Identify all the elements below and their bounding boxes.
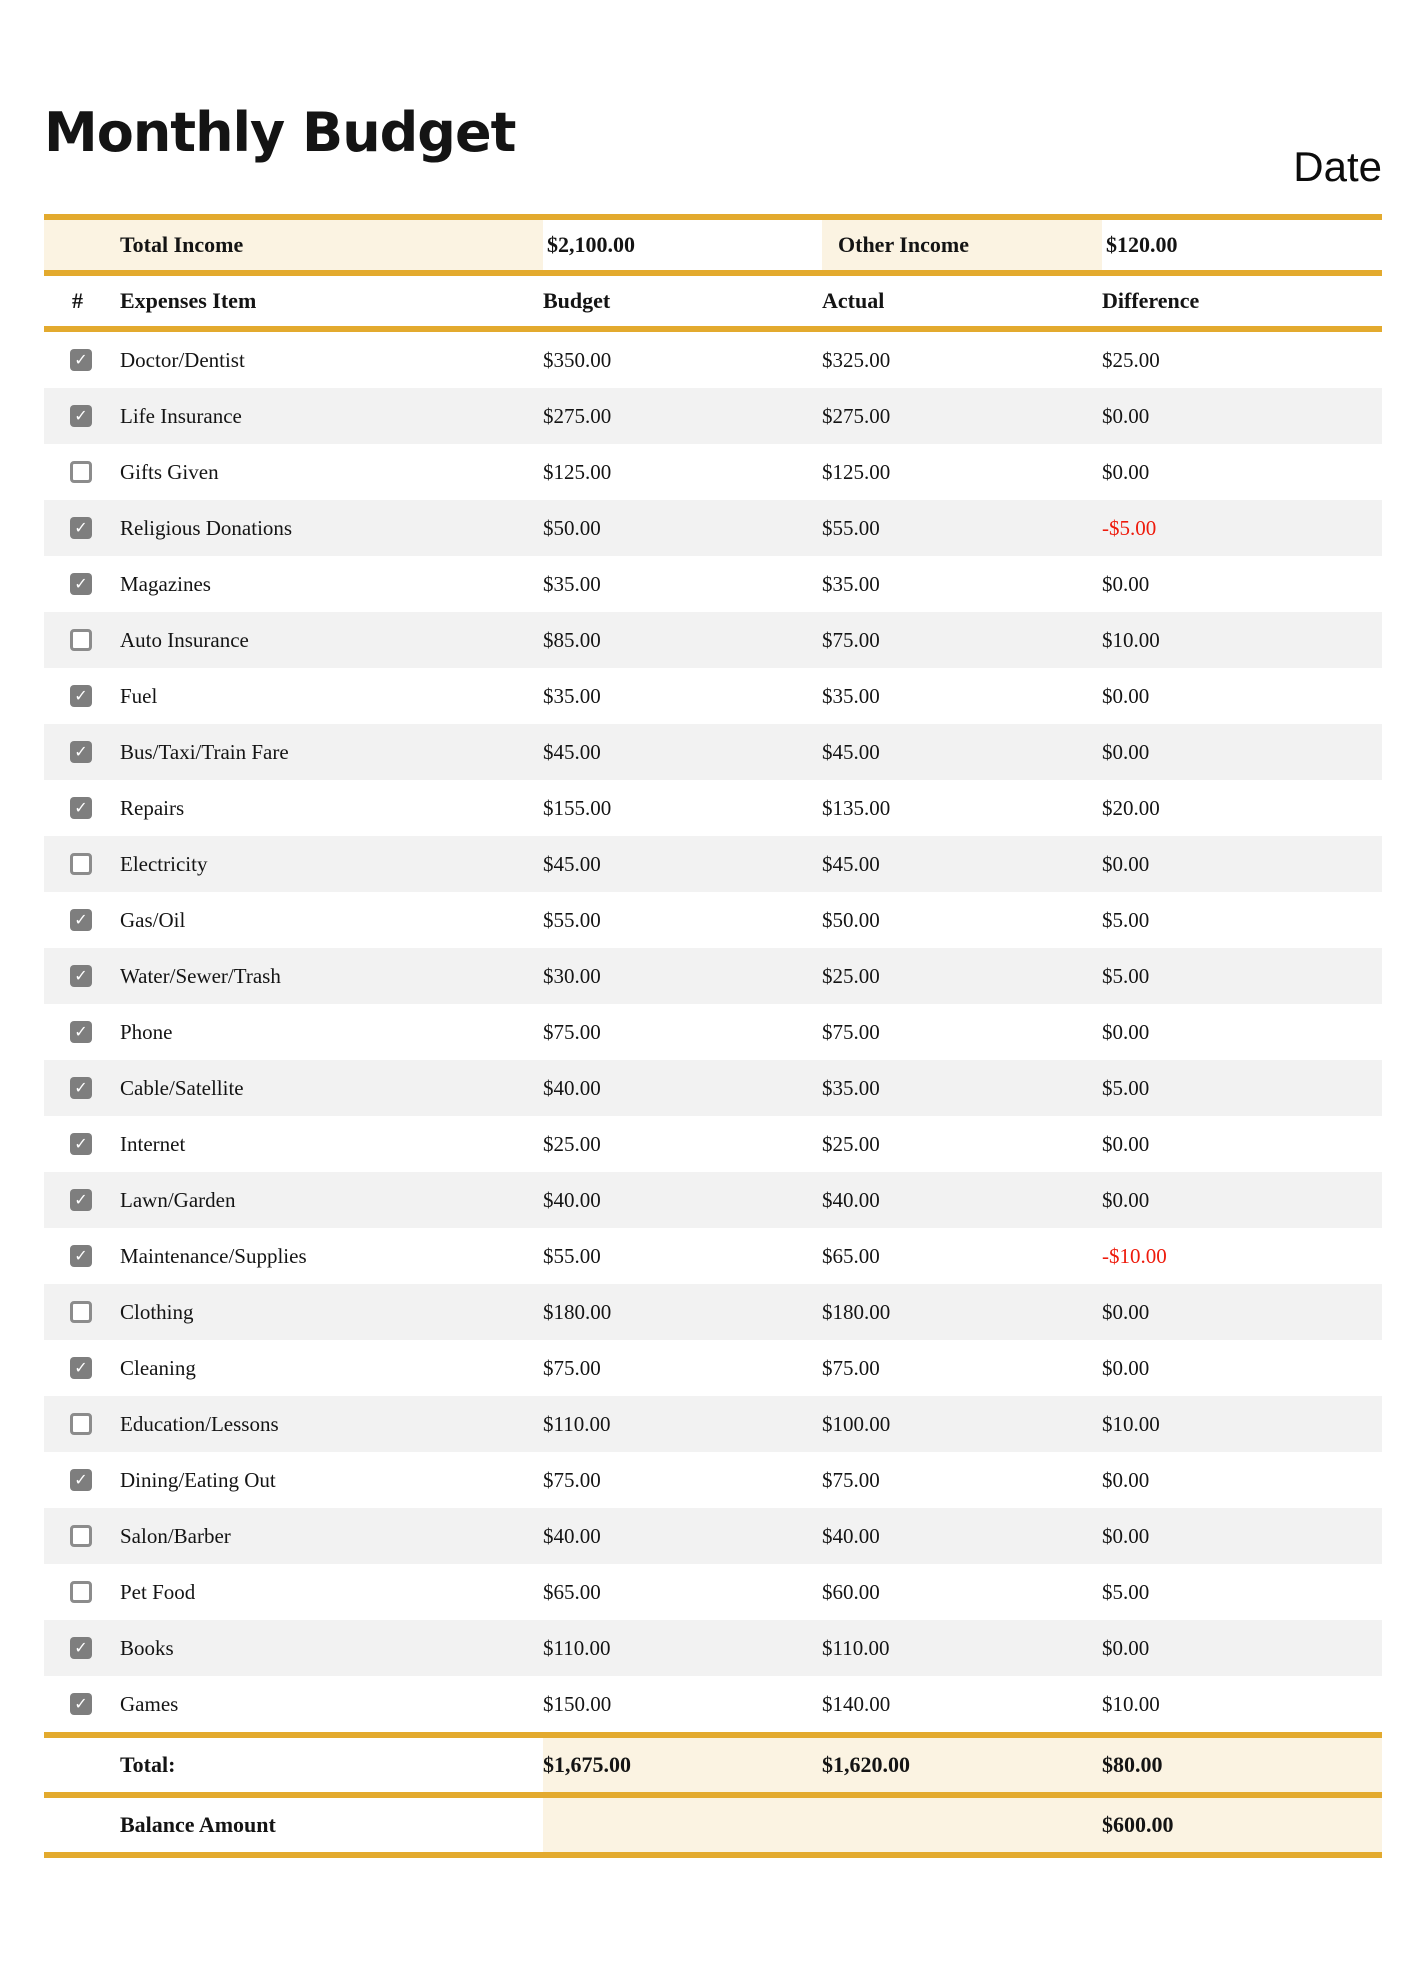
expense-item-name: Lawn/Garden [120,1187,236,1212]
expense-item-name: Internet [120,1131,186,1156]
actual-value: $45.00 [822,851,880,876]
budget-value: $155.00 [543,795,612,820]
table-row [44,1508,1382,1564]
checkbox-cell [44,1693,110,1715]
budget-value: $40.00 [543,1187,601,1212]
budget-value: $45.00 [543,851,601,876]
column-header-item: Expenses Item [120,288,257,313]
checkbox-cell [44,573,110,595]
difference-value: $5.00 [1102,1579,1150,1604]
expense-item-name: Games [120,1691,179,1716]
actual-value: $140.00 [822,1691,891,1716]
checkbox-cell [44,1525,110,1547]
actual-value: $100.00 [822,1411,891,1436]
other-income-label: Other Income [822,220,1102,270]
expense-item-name: Maintenance/Supplies [120,1243,307,1268]
checkbox-cell [44,1301,110,1323]
budget-value: $65.00 [543,1579,601,1604]
expense-item-name: Magazines [120,571,211,596]
table-row [44,836,1382,892]
budget-value: $35.00 [543,683,601,708]
table-row [44,1564,1382,1620]
checkbox-cell [44,517,110,539]
checkbox-cell [44,797,110,819]
expense-item-name: Life Insurance [120,403,242,428]
budget-value: $75.00 [543,1355,601,1380]
budget-value: $275.00 [543,403,612,428]
expense-item-name: Books [120,1635,174,1660]
balance-spacer-actual [822,1798,1102,1852]
actual-value: $60.00 [822,1579,880,1604]
table-row [44,948,1382,1004]
table-row [44,1452,1382,1508]
row-checkbox[interactable] [70,1021,92,1043]
table-row [44,724,1382,780]
checkbox-cell [44,685,110,707]
row-checkbox[interactable] [70,853,92,875]
difference-value: $10.00 [1102,1411,1160,1436]
budget-value: $75.00 [543,1467,601,1492]
difference-value: $0.00 [1102,1299,1150,1324]
difference-value: $0.00 [1102,851,1150,876]
checkbox-cell [44,1021,110,1043]
checkbox-cell [44,349,110,371]
table-row [44,1060,1382,1116]
expense-item-name: Education/Lessons [120,1411,279,1436]
actual-value: $35.00 [822,571,880,596]
table-row [44,444,1382,500]
actual-value: $325.00 [822,347,891,372]
row-checkbox[interactable] [70,573,92,595]
row-checkbox[interactable] [70,1301,92,1323]
difference-value: $0.00 [1102,403,1150,428]
budget-value: $110.00 [543,1411,611,1436]
difference-value: $20.00 [1102,795,1160,820]
table-header [44,276,1382,326]
total-row [44,1738,1382,1792]
budget-value: $350.00 [543,347,612,372]
expense-item-name: Phone [120,1019,173,1044]
table-row [44,556,1382,612]
difference-value: $25.00 [1102,347,1160,372]
difference-value: $5.00 [1102,1075,1150,1100]
row-checkbox[interactable] [70,1581,92,1603]
row-checkbox[interactable] [70,741,92,763]
other-income-value: $120.00 [1102,220,1382,270]
table-row [44,612,1382,668]
row-checkbox[interactable] [70,461,92,483]
difference-value: $0.00 [1102,739,1150,764]
row-checkbox[interactable] [70,349,92,371]
expense-item-name: Auto Insurance [120,627,249,652]
expense-item-name: Salon/Barber [120,1523,231,1548]
table-row [44,1004,1382,1060]
row-checkbox[interactable] [70,1525,92,1547]
expense-item-name: Pet Food [120,1579,196,1604]
table-row [44,1340,1382,1396]
checkbox-cell [44,1581,110,1603]
difference-value: $0.00 [1102,571,1150,596]
actual-value: $35.00 [822,683,880,708]
actual-value: $75.00 [822,1467,880,1492]
table-row [44,1228,1382,1284]
budget-value: $150.00 [543,1691,612,1716]
row-checkbox[interactable] [70,629,92,651]
row-checkbox[interactable] [70,405,92,427]
budget-value: $75.00 [543,1019,601,1044]
total-difference-value: $80.00 [1102,1738,1382,1792]
row-checkbox[interactable] [70,797,92,819]
checkbox-cell [44,1189,110,1211]
table-row [44,1620,1382,1676]
table-row [44,1396,1382,1452]
actual-value: $25.00 [822,1131,880,1156]
row-checkbox[interactable] [70,965,92,987]
row-checkbox[interactable] [70,1469,92,1491]
actual-value: $135.00 [822,795,891,820]
budget-value: $85.00 [543,627,601,652]
difference-value: $0.00 [1102,1467,1150,1492]
difference-value: $0.00 [1102,1131,1150,1156]
difference-value: -$5.00 [1102,515,1157,540]
table-row [44,1172,1382,1228]
row-checkbox[interactable] [70,1189,92,1211]
budget-value: $40.00 [543,1075,601,1100]
actual-value: $25.00 [822,963,880,988]
expense-item-name: Electricity [120,851,208,876]
expense-item-name: Cleaning [120,1355,196,1380]
actual-value: $40.00 [822,1523,880,1548]
checkbox-cell [44,1077,110,1099]
table-row [44,780,1382,836]
checkbox-cell [44,629,110,651]
actual-value: $35.00 [822,1075,880,1100]
table-row [44,500,1382,556]
table-row [44,892,1382,948]
checkbox-cell [44,1245,110,1267]
actual-value: $65.00 [822,1243,880,1268]
table-row [44,332,1382,388]
difference-value: $0.00 [1102,459,1150,484]
difference-value: -$10.00 [1102,1243,1167,1268]
row-checkbox[interactable] [70,685,92,707]
actual-value: $275.00 [822,403,891,428]
actual-value: $75.00 [822,627,880,652]
page-title: Monthly Budget [44,101,516,164]
actual-value: $75.00 [822,1019,880,1044]
budget-value: $35.00 [543,571,601,596]
expense-item-name: Cable/Satellite [120,1075,244,1100]
expense-item-name: Fuel [120,683,158,708]
budget-value: $55.00 [543,1243,601,1268]
divider-bottom [44,1852,1382,1858]
actual-value: $110.00 [822,1635,890,1660]
table-row [44,1116,1382,1172]
total-actual-value: $1,620.00 [822,1738,1102,1792]
page-header [44,0,1382,214]
actual-value: $40.00 [822,1187,880,1212]
income-row [44,220,1382,270]
column-header-actual: Actual [822,288,885,313]
difference-value: $5.00 [1102,963,1150,988]
budget-value: $125.00 [543,459,612,484]
difference-value: $0.00 [1102,1019,1150,1044]
checkbox-cell [44,741,110,763]
actual-value: $55.00 [822,515,880,540]
expense-item-name: Repairs [120,795,185,820]
difference-value: $0.00 [1102,683,1150,708]
row-checkbox[interactable] [70,1637,92,1659]
checkbox-cell [44,853,110,875]
column-header-number: # [72,288,83,313]
expense-item-name: Gas/Oil [120,907,186,932]
difference-value: $0.00 [1102,1635,1150,1660]
budget-value: $50.00 [543,515,601,540]
checkbox-cell [44,1413,110,1435]
budget-value: $30.00 [543,963,601,988]
total-budget-value: $1,675.00 [543,1738,822,1792]
table-row [44,388,1382,444]
balance-value: $600.00 [1102,1798,1382,1852]
expense-item-name: Gifts Given [120,459,219,484]
checkbox-cell [44,1357,110,1379]
actual-value: $50.00 [822,907,880,932]
difference-value: $5.00 [1102,907,1150,932]
actual-value: $125.00 [822,459,891,484]
row-checkbox[interactable] [70,1413,92,1435]
actual-value: $75.00 [822,1355,880,1380]
row-checkbox[interactable] [70,1077,92,1099]
row-checkbox[interactable] [70,1245,92,1267]
checkbox-cell [44,909,110,931]
expense-item-name: Bus/Taxi/Train Fare [120,739,289,764]
date-label: Date [1293,143,1382,190]
row-checkbox[interactable] [70,1357,92,1379]
table-row [44,1676,1382,1732]
budget-value: $40.00 [543,1523,601,1548]
total-label: Total: [44,1738,543,1792]
checkbox-cell [44,1133,110,1155]
difference-value: $0.00 [1102,1523,1150,1548]
checkbox-cell [44,1637,110,1659]
column-header-budget: Budget [543,288,611,313]
column-header-difference: Difference [1102,288,1200,313]
checkbox-cell [44,965,110,987]
balance-row [44,1798,1382,1852]
checkbox-cell [44,461,110,483]
expense-item-name: Dining/Eating Out [120,1467,276,1492]
expense-item-name: Clothing [120,1299,194,1324]
total-income-value: $2,100.00 [543,220,822,270]
difference-value: $10.00 [1102,1691,1160,1716]
difference-value: $0.00 [1102,1187,1150,1212]
row-checkbox[interactable] [70,1133,92,1155]
expense-item-name: Doctor/Dentist [120,347,245,372]
expense-item-name: Water/Sewer/Trash [120,963,281,988]
expense-rows [44,332,1382,1732]
budget-value: $45.00 [543,739,601,764]
budget-value: $180.00 [543,1299,612,1324]
actual-value: $180.00 [822,1299,891,1324]
actual-value: $45.00 [822,739,880,764]
difference-value: $10.00 [1102,627,1160,652]
budget-value: $25.00 [543,1131,601,1156]
table-row [44,668,1382,724]
difference-value: $0.00 [1102,1355,1150,1380]
total-income-label: Total Income [44,220,543,270]
row-checkbox[interactable] [70,909,92,931]
row-checkbox[interactable] [70,1693,92,1715]
balance-spacer-budget [543,1798,822,1852]
budget-value: $110.00 [543,1635,611,1660]
checkbox-cell [44,405,110,427]
expense-item-name: Religious Donations [120,515,293,540]
row-checkbox[interactable] [70,517,92,539]
checkbox-cell [44,1469,110,1491]
balance-label: Balance Amount [44,1798,543,1852]
budget-value: $55.00 [543,907,601,932]
table-row [44,1284,1382,1340]
